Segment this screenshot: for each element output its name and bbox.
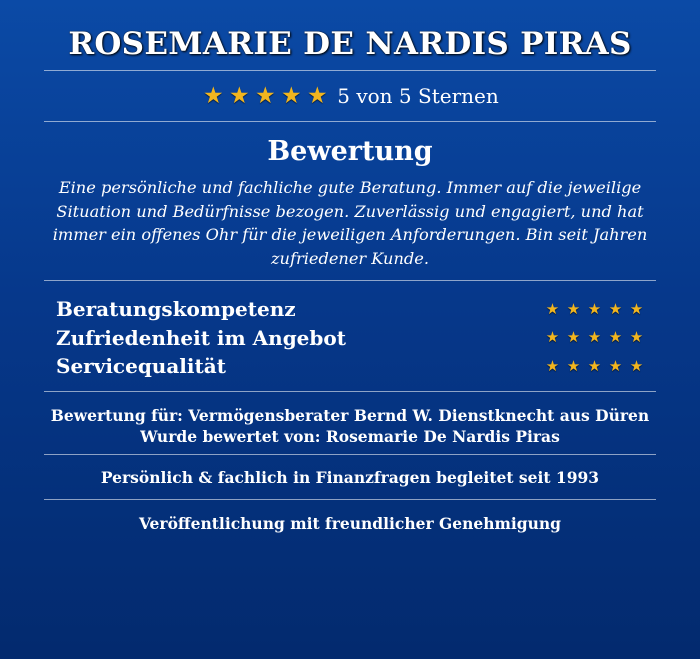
rating-label: Zufriedenheit im Angebot — [56, 325, 346, 350]
overall-rating — [44, 71, 656, 121]
star-icon: ★ — [228, 82, 250, 109]
star-icon: ★ — [306, 82, 328, 109]
divider — [44, 121, 656, 122]
rating-label: Servicequalität — [56, 354, 226, 379]
star-icon: ★ — [566, 299, 581, 318]
star-icon: ★ — [545, 356, 560, 375]
overall-stars — [201, 82, 329, 109]
star-icon: ★ — [566, 356, 581, 375]
rated-for-text: Bewertung für: Vermögensberater Bernd W. Dienstknecht aus Düren — [50, 405, 650, 425]
rating-stars — [543, 356, 646, 375]
reviewer-name: ROSEMARIE DE NARDIS PIRAS — [68, 26, 632, 62]
star-icon: ★ — [629, 299, 644, 318]
rating-stars — [543, 330, 646, 345]
star-icon: ★ — [280, 82, 302, 109]
star-icon: ★ — [587, 299, 602, 318]
rating-row-zufriedenheit — [56, 324, 644, 353]
review-heading: Bewertung — [267, 136, 433, 167]
star-icon: ★ — [608, 328, 623, 347]
since-note: Persönlich & fachlich in Finanzfragen begleitet seit 1993 — [100, 467, 600, 487]
rating-stars — [543, 299, 646, 318]
star-icon: ★ — [587, 328, 602, 347]
star-icon: ★ — [629, 356, 644, 375]
star-icon: ★ — [629, 328, 644, 347]
star-icon: ★ — [566, 328, 581, 347]
category-ratings — [44, 281, 656, 391]
star-icon: ★ — [545, 299, 560, 318]
star-icon: ★ — [608, 299, 623, 318]
review-text: Eine persönliche und fachliche gute Beratung. Immer auf die jeweilige Situation und Bedürfnisse bezogen. Zuverlässig und engagiert, und hat immer ein offenes Ohr für die jeweiligen Anforderungen. Bin seit Jahren zufriedener Kunde. — [52, 178, 648, 268]
star-icon: ★ — [202, 82, 224, 109]
rating-row-beratungskompetenz — [56, 295, 644, 324]
rating-row-servicequalitaet — [56, 352, 644, 381]
star-icon: ★ — [608, 356, 623, 375]
review-card — [44, 0, 656, 545]
overall-rating-text: 5 von 5 Sternen — [337, 84, 499, 108]
rated-by-text: Wurde bewertet von: Rosemarie De Nardis Piras — [140, 426, 560, 446]
review-meta — [44, 392, 656, 454]
star-icon: ★ — [587, 356, 602, 375]
publication-note: Veröffentlichung mit freundlicher Genehmigung — [138, 513, 562, 533]
star-icon: ★ — [545, 328, 560, 347]
rating-label: Beratungskompetenz — [56, 297, 296, 322]
star-icon: ★ — [254, 82, 276, 109]
